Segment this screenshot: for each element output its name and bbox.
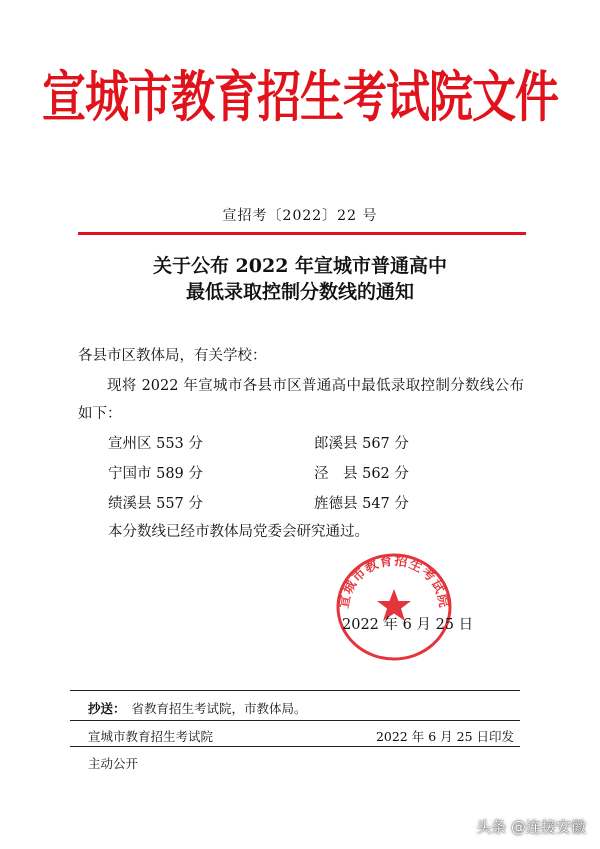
district-name: 泾 县 bbox=[314, 466, 358, 482]
score-unit: 分 bbox=[394, 466, 409, 482]
notice-heading bbox=[0, 253, 600, 305]
score-item-xuanzhou bbox=[108, 432, 203, 453]
district-score: 567 bbox=[362, 436, 390, 452]
conclusion-text: 本分数线已经市教体局党委会研究通过。 bbox=[108, 524, 369, 540]
score-item-langxi bbox=[314, 432, 409, 453]
score-item-ningguo bbox=[108, 462, 203, 483]
district-score: 589 bbox=[156, 466, 184, 482]
seal-text: 宣城市教育招生考试院 bbox=[336, 553, 452, 610]
disclosure-label: 主动公开 bbox=[88, 756, 139, 771]
district-score: 547 bbox=[362, 496, 390, 512]
body-paragraph: 现将 2022 年宣城市各县市区普通高中最低录取控制分数线公布如下： bbox=[78, 378, 524, 422]
footer-rule-middle bbox=[70, 720, 520, 721]
official-seal-icon bbox=[326, 545, 462, 665]
cc-line bbox=[88, 699, 307, 717]
document-number: 宣招考〔2022〕22 号 bbox=[222, 208, 378, 224]
district-name: 宁国市 bbox=[108, 466, 152, 482]
cc-recipients: 省教育招生考试院，市教体局。 bbox=[131, 701, 307, 716]
issuer-name: 宣城市教育招生考试院 bbox=[88, 729, 214, 744]
salutation: 各县市区教体局，有关学校： bbox=[78, 348, 267, 364]
cc-label: 抄送： bbox=[88, 701, 126, 716]
district-score: 557 bbox=[156, 496, 184, 512]
score-item-jingde bbox=[314, 492, 409, 513]
score-item-jingxian bbox=[314, 462, 409, 483]
score-unit: 分 bbox=[188, 466, 203, 482]
footer-rule-top bbox=[70, 690, 520, 691]
footer-rule-bottom bbox=[70, 746, 520, 747]
document-title: 宣城市教育招生考试院文件 bbox=[42, 66, 558, 130]
score-item-jixi bbox=[108, 492, 203, 513]
score-unit: 分 bbox=[394, 496, 409, 512]
district-name: 郎溪县 bbox=[314, 436, 358, 452]
notice-heading-line-2: 最低录取控制分数线的通知 bbox=[185, 281, 414, 303]
score-unit: 分 bbox=[188, 436, 203, 452]
district-name: 旌德县 bbox=[314, 496, 358, 512]
district-name: 宣州区 bbox=[108, 436, 152, 452]
score-unit: 分 bbox=[188, 496, 203, 512]
signed-date: 2022 年 6 月 25 日 bbox=[342, 617, 474, 633]
district-name: 绩溪县 bbox=[108, 496, 152, 512]
red-separator-line bbox=[78, 232, 526, 235]
notice-heading-line-1: 关于公布 2022 年宣城市普通高中 bbox=[152, 255, 448, 277]
watermark-text: 头条 @连接安徽 bbox=[476, 818, 586, 836]
score-unit: 分 bbox=[394, 436, 409, 452]
print-date: 2022 年 6 月 25 日印发 bbox=[375, 729, 514, 744]
district-score: 553 bbox=[156, 436, 184, 452]
district-score: 562 bbox=[362, 466, 390, 482]
